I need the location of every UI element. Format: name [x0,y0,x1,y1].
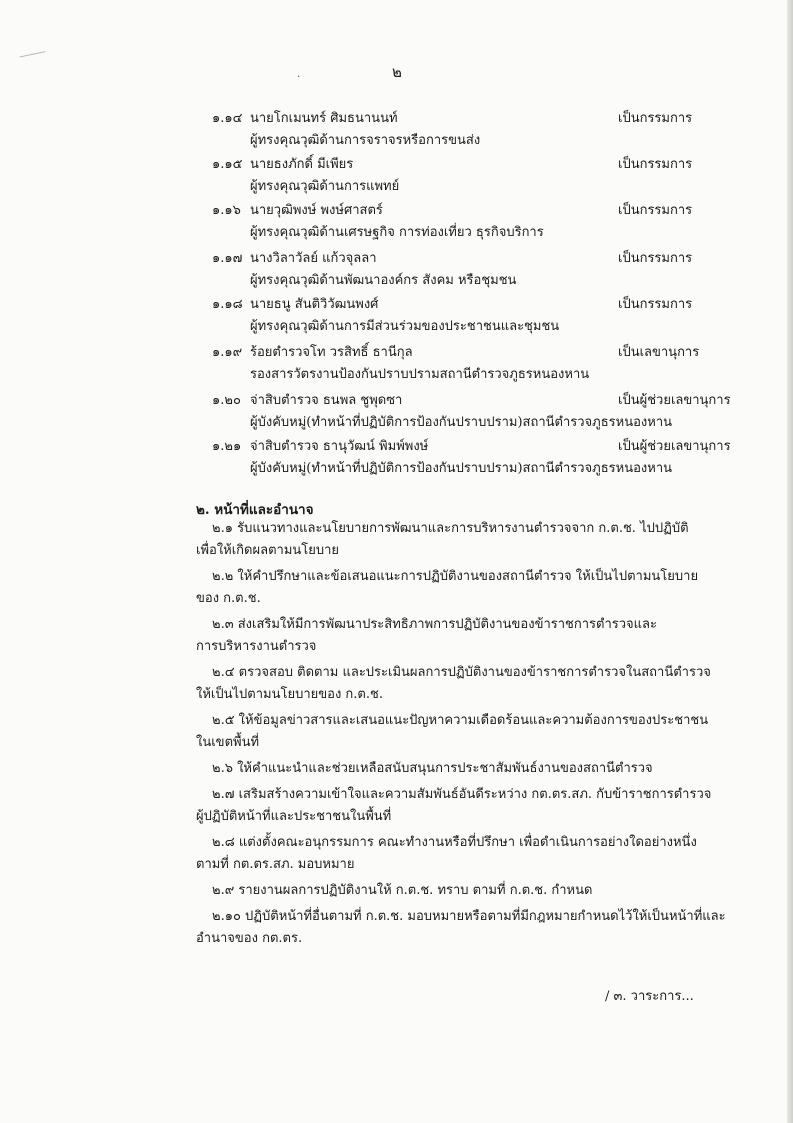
duty-text: ๒.๒ ให้คำปรึกษาและข้อเสนอแนะการปฏิบัติงานของสถานีตำรวจ ให้เป็นไปตามนโยบาย [212,569,699,584]
member-item [212,248,702,292]
member-description: ผู้ทรงคุณวุฒิด้านเศรษฐกิจ การท่องเที่ยว ธุรกิจบริการ [250,225,544,240]
member-number: ๑.๑๔ [212,111,243,126]
member-number: ๑.๑๕ [212,157,243,172]
member-role: เป็นกรรมการ [618,157,693,172]
duty-continuation: เพื่อให้เกิดผลตามนโยบาย [196,543,340,558]
member-role: เป็นกรรมการ [618,203,693,218]
duty-item [196,832,708,876]
duty-item [196,518,708,562]
member-number: ๑.๑๘ [212,297,243,312]
member-number: ๑.๑๙ [212,345,243,360]
member-item [212,200,702,244]
member-role: เป็นกรรมการ [618,111,693,126]
duty-item [196,614,708,658]
duty-continuation: การบริหารงานตำรวจ [196,639,317,654]
duty-continuation: ให้เป็นไปตามนโยบายของ ก.ต.ช. [196,687,383,702]
member-number: ๑.๒๐ [212,393,241,408]
duty-text: ๒.๕ ให้ข้อมูลข่าวสารและเสนอแนะปัญหาความเดือดร้อนและความต้องการของประชาชน [212,713,709,728]
duty-continuation: ของ ก.ต.ช. [196,591,261,606]
duty-text: ๒.๗ เสริมสร้างความเข้าใจและความสัมพันธ์อันดีระหว่าง กต.ตร.สภ. กับข้าราชการตำรวจ [212,787,712,802]
member-item [212,108,702,152]
duty-text: ๒.๘ แต่งตั้งคณะอนุกรรมการ คณะทำงานหรือที่ปรึกษา เพื่อดำเนินการอย่างใดอย่างหนึ่ง [212,835,697,850]
member-description: ผู้ทรงคุณวุฒิด้านการมีส่วนร่วมของประชาชนและชุมชน [250,319,560,334]
duty-item [196,566,708,610]
duty-item [212,880,708,902]
member-description: ผู้ทรงคุณวุฒิด้านการแพทย์ [250,179,400,194]
member-name: นายธนู สันติวิวัฒนพงศ์ [250,297,379,312]
duty-continuation: ในเขตพื้นที่ [196,735,260,750]
member-role: เป็นกรรมการ [618,297,693,312]
member-name: นางวิลาวัลย์ แก้วจุลลา [250,251,377,266]
member-item [212,342,702,386]
scan-dot: · [297,72,301,83]
section-title: ๒. หน้าที่และอำนาจ [196,502,314,518]
duty-continuation: ผู้ปฏิบัติหน้าที่และประชาชนในพื้นที่ [196,809,392,824]
member-item [212,390,731,434]
duty-item [196,784,712,828]
member-item [212,294,702,338]
duty-text: ๒.๓ ส่งเสริมให้มีการพัฒนาประสิทธิภาพการปฏิบัติงานของข้าราชการตำรวจและ [212,617,657,632]
member-number: ๑.๒๑ [212,439,242,454]
member-description: ผู้ทรงคุณวุฒิด้านการจราจรหรือการขนส่ง [250,133,481,148]
member-name: จ่าสิบตำรวจ ธนพล ชูพุดซา [250,393,403,408]
duty-item [212,758,708,780]
duty-text: ๒.๖ ให้คำแนะนำและช่วยเหลือสนับสนุนการประชาสัมพันธ์งานของสถานีตำรวจ [212,761,653,776]
member-number: ๑.๑๗ [212,251,243,266]
member-name: จ่าสิบตำรวจ ธานุวัฒน์ พิมพ์พงษ์ [250,439,429,454]
member-name: นายธงภักดิ์ มีเพียร [250,157,354,172]
duty-item [196,710,709,754]
member-role: เป็นผู้ช่วยเลขานุการ [618,439,731,454]
next-page-note: / ๓. วาระการ... [605,989,694,1004]
member-description: ผู้ทรงคุณวุฒิด้านพัฒนาองค์กร สังคม หรือชุมชน [250,273,517,288]
duty-continuation: อำนาจของ กต.ตร. [196,931,303,946]
member-description: รองสารวัตรงานป้องกันปราบปรามสถานีตำรวจภูธรหนองหาน [250,367,590,382]
scan-mark [17,37,46,57]
duty-text: ๒.๙ รายงานผลการปฏิบัติงานให้ ก.ต.ช. ทราบ ตามที่ ก.ต.ช. กำหนด [212,883,593,898]
member-name: ร้อยตำรวจโท วรสิทธิ์ ธานีกุล [250,345,413,360]
member-role: เป็นเลขานุการ [618,345,700,360]
duty-continuation: ตามที่ กต.ตร.สภ. มอบหมาย [196,857,355,872]
duty-text: ๒.๔ ตรวจสอบ ติดตาม และประเมินผลการปฏิบัติงานของข้าราชการตำรวจในสถานีตำรวจ [212,665,711,680]
duty-text: ๒.๑๐ ปฏิบัติหน้าที่อื่นตามที่ ก.ต.ช. มอบหมายหรือตามที่มีกฎหมายกำหนดไว้ให้เป็นหน้าที่และ [212,909,726,924]
member-description: ผู้บังคับหมู่(ทำหน้าที่ปฏิบัติการป้องกันปราบปราม)สถานีตำรวจภูธรหนองหาน [250,461,673,476]
member-description: ผู้บังคับหมู่(ทำหน้าที่ปฏิบัติการป้องกันปราบปราม)สถานีตำรวจภูธรหนองหาน [250,415,673,430]
member-name: นายโกเมนทร์ ศิมธนานนท์ [250,111,398,126]
duty-item [196,662,711,706]
page-edge-shadow [787,0,793,1123]
member-item [212,154,702,198]
member-role: เป็นกรรมการ [618,251,693,266]
member-item [212,436,731,480]
member-number: ๑.๑๖ [212,203,241,218]
duty-item [196,906,726,950]
duty-text: ๒.๑ รับแนวทางและนโยบายการพัฒนาและการบริหารงานตำรวจจาก ก.ต.ช. ไปปฏิบัติ [212,521,689,536]
page-number: ๒ [392,63,402,81]
member-role: เป็นผู้ช่วยเลขานุการ [618,393,731,408]
member-name: นายวุฒิพงษ์ พงษ์ศาสตร์ [250,203,383,218]
